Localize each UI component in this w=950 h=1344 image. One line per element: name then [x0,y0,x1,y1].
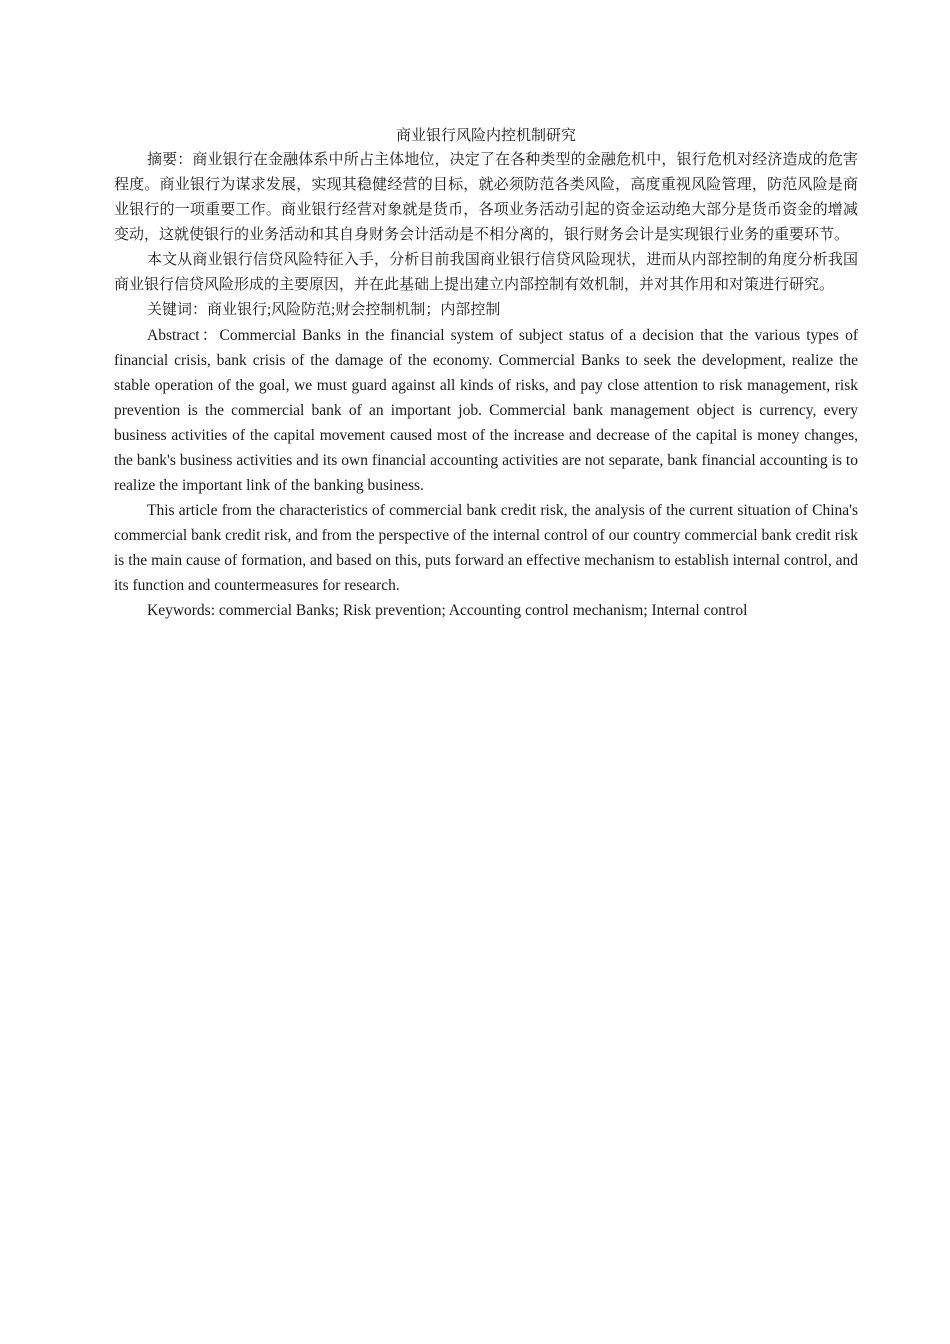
abstract-en-paragraph-2: This article from the characteristics of commercial bank credit risk, the analysis of the current situation of China's commercial bank credit risk, and from the perspective of the internal control of our country commercial bank credit risk is the main cause of formation, and based on this, puts forward an effective mechanism to establish internal control, and its function and countermeasures for research. [114,502,858,594]
abstract-en-paragraph: Abstract：Commercial Banks in the financial system of subject status of a decision that the various types of financial crisis, bank crisis of the damage of the economy. Commercial Banks to seek the development, realize the stable operation of the goal, we must guard against all kinds of risks, and pay close attention to risk management, risk prevention is the commercial bank of an important job. Commercial bank management object is currency, every business activities of the capital movement caused most of the increase and decrease of the capital is money changes, the bank's business activities and its own financial accounting activities are not separate, bank financial accounting is to realize the important link of the banking business. [114,327,858,494]
keywords-en: Keywords: commercial Banks; Risk prevention; Accounting control mechanism; Internal control [147,602,748,619]
abstract-cn-paragraph-2: 本文从商业银行信贷风险特征入手，分析目前我国商业银行信贷风险现状，进而从内部控制的角度分析我国商业银行信贷风险形成的主要原因，并在此基础上提出建立内部控制有效机制，并对其作用和对策进行研究。 [114,252,858,293]
abstract-cn-paragraph: 摘要：商业银行在金融体系中所占主体地位，决定了在各种类型的金融危机中，银行危机对经济造成的危害程度。商业银行为谋求发展，实现其稳健经营的目标，就必须防范各类风险，高度重视风险管理，防范风险是商业银行的一项重要工作。商业银行经营对象就是货币，各项业务活动引起的资金运动绝大部分是货币资金的增减变动，这就使银行的业务活动和其自身财务会计活动是不相分离的，银行财务会计是实现银行业务的重要环节。 [114,152,858,243]
keywords-cn: 关键词：商业银行;风险防范;财会控制机制；内部控制 [147,302,501,318]
document-title: 商业银行风险内控机制研究 [395,128,576,144]
document-page [114,124,858,623]
